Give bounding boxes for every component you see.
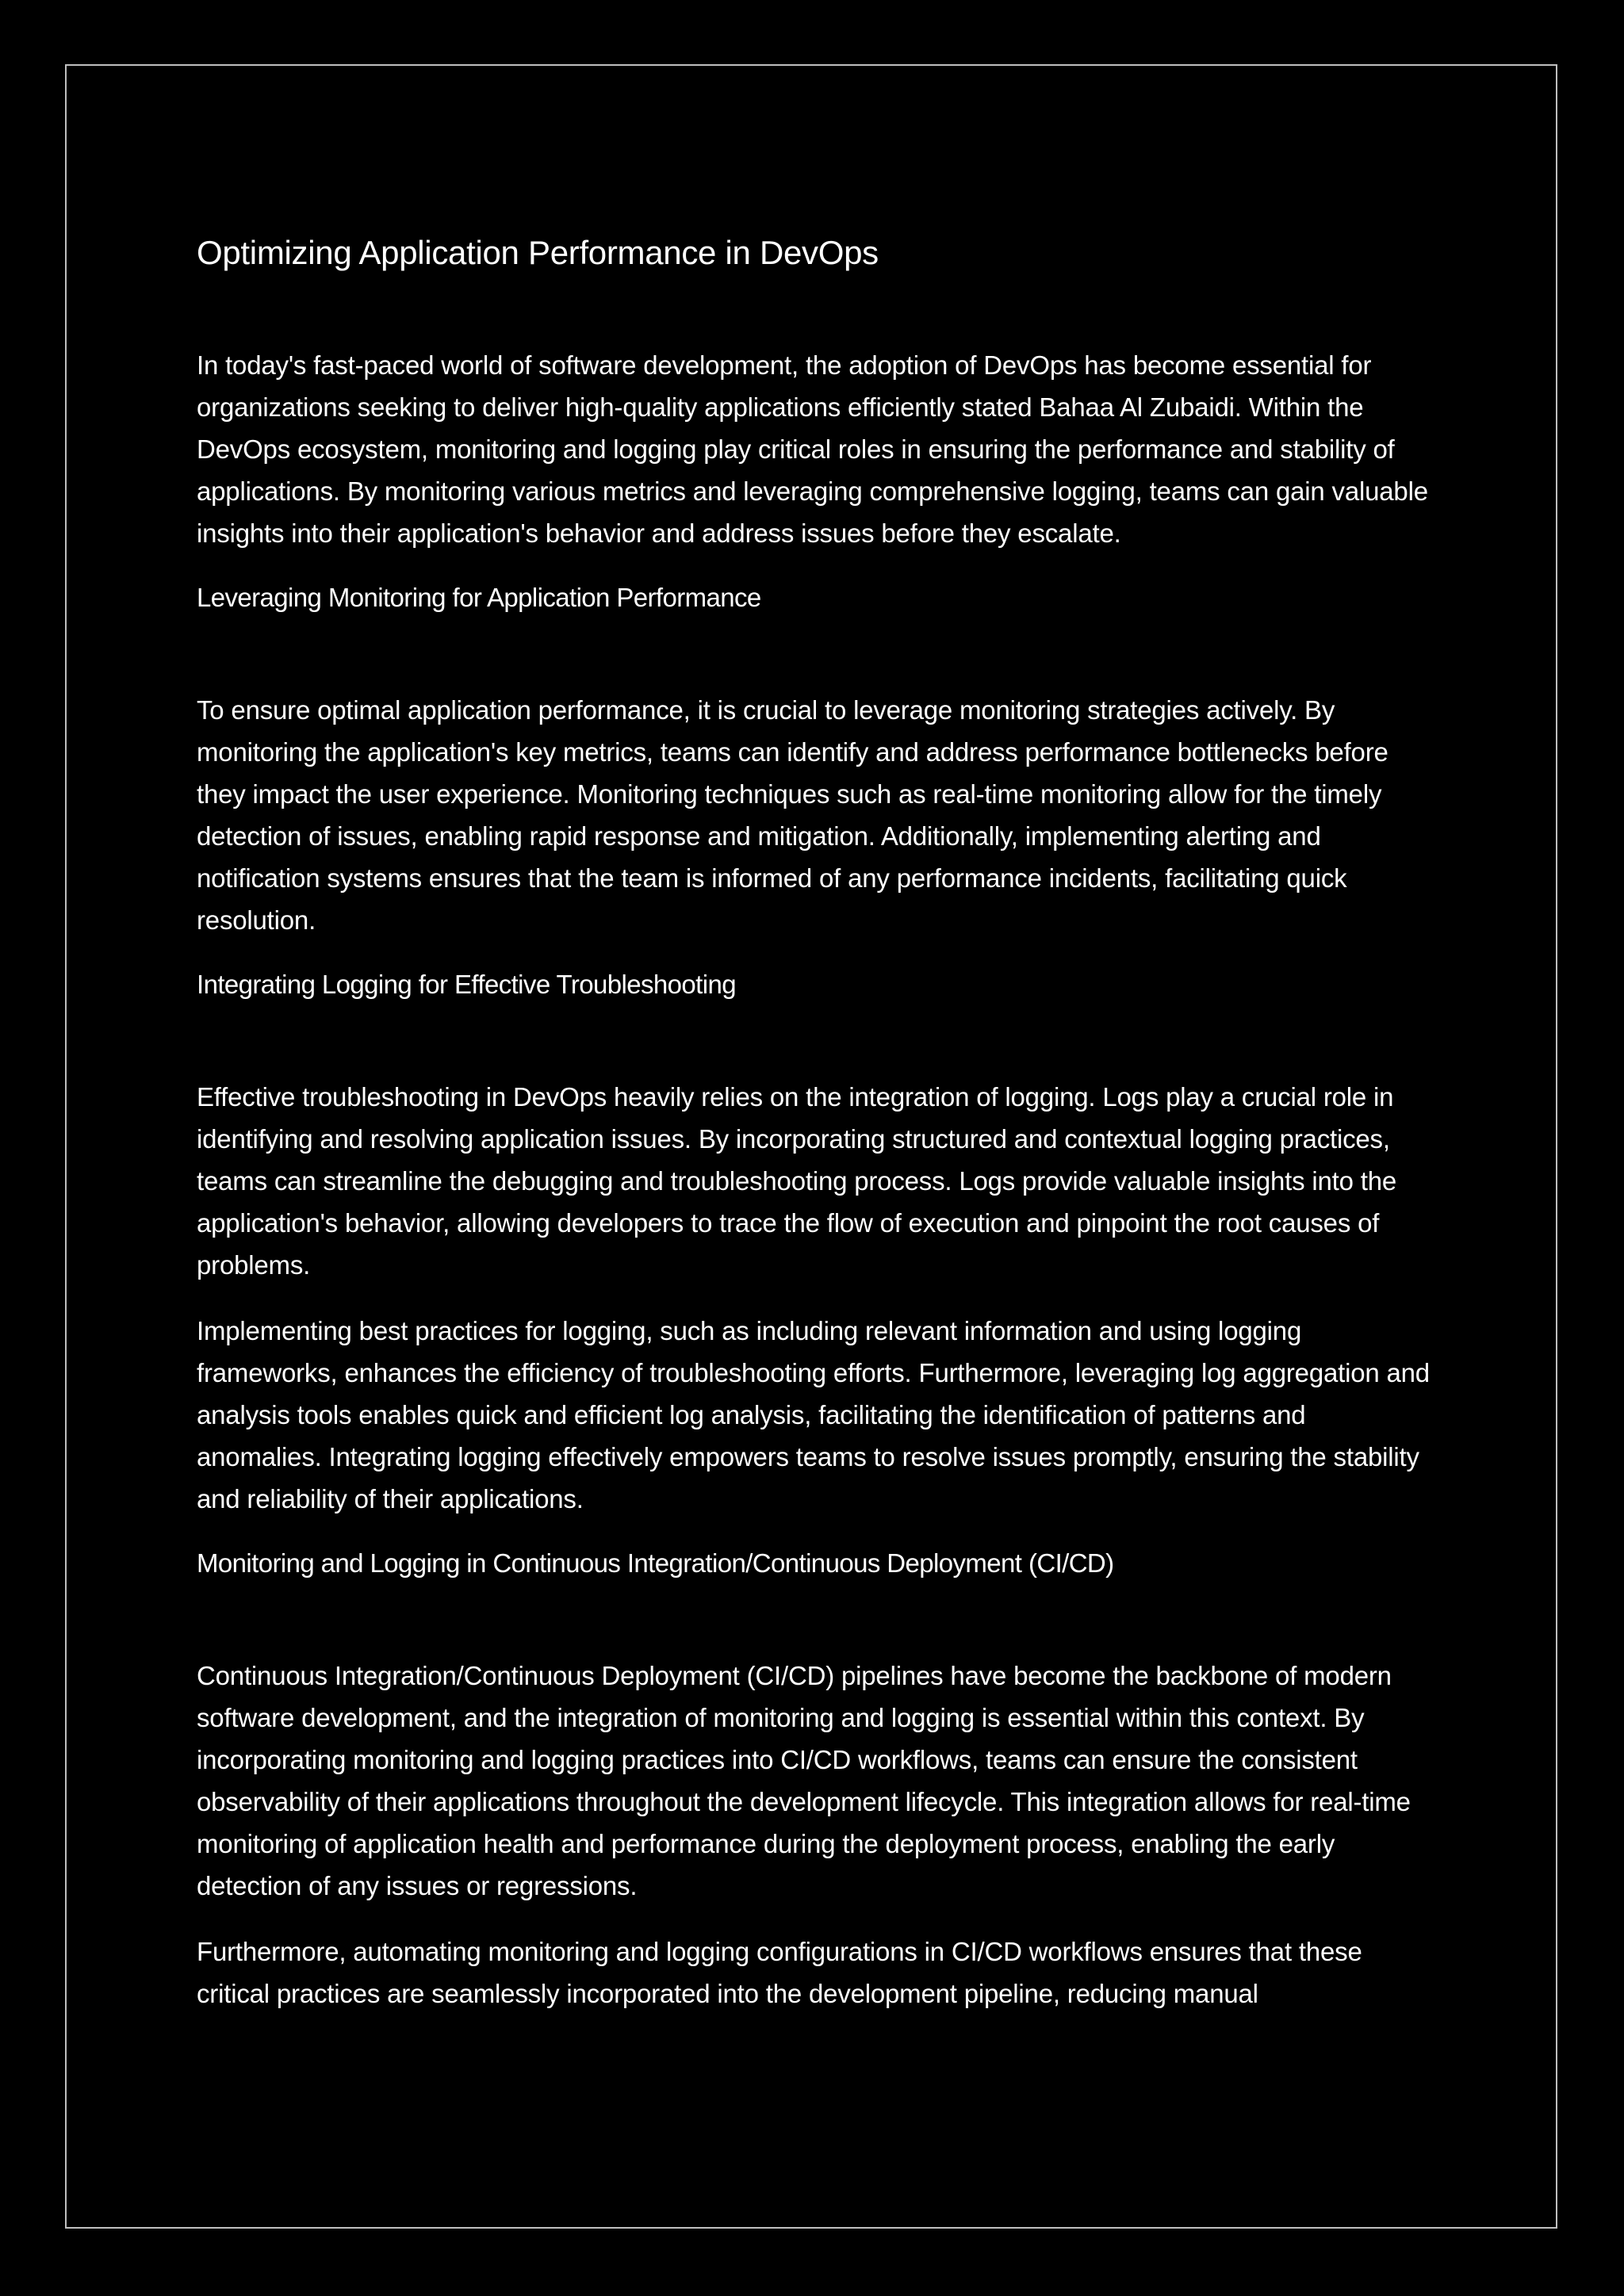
cicd-paragraph-1: Continuous Integration/Continuous Deployment (CI/CD) pipelines have become the backbone of modern software development, and the integration of monitoring and logging is essential within this context. By incorporating monitoring and logging practices into CI/CD workflows, teams can ensure the consistent observability of their applications throughout the development lifecycle. This integration allows for real-time monitoring of application health and performance during the deployment process, enabling the early detection of any issues or regressions. bbox=[197, 1661, 1411, 1900]
logging-paragraph-2: Implementing best practices for logging, such as including relevant information and using logging frameworks, enhances the efficiency of troubleshooting efforts. Furthermore, leveraging log aggregation and analysis tools enables quick and efficient log analysis, facilitating the identification of patterns and anomalies. Integrating logging effectively empowers teams to resolve issues promptly, ensuring the stability and reliability of their applications. bbox=[197, 1316, 1430, 1513]
section-heading-logging: Integrating Logging for Effective Troubleshooting bbox=[197, 970, 736, 999]
logging-paragraph-1: Effective troubleshooting in DevOps heavily relies on the integration of logging. Logs play a crucial role in identifying and resolving application issues. By incorporating structured and contextual logging practices, teams can streamline the debugging and troubleshooting process. Logs provide valuable insights into the application's behavior, allowing developers to trace the flow of execution and pinpoint the root causes of problems. bbox=[197, 1082, 1397, 1280]
cicd-paragraph-2: Furthermore, automating monitoring and logging configurations in CI/CD workflows ensures that these critical practices are seamlessly incorporated into the development pipeline, reducing manual bbox=[197, 1937, 1362, 2008]
section-heading-cicd: Monitoring and Logging in Continuous Integration/Continuous Deployment (CI/CD) bbox=[197, 1548, 1114, 1578]
monitoring-paragraph: To ensure optimal application performance, it is crucial to leverage monitoring strategies actively. By monitoring the application's key metrics, teams can identify and address performance bottlenecks before they impact the user experience. Monitoring techniques such as real-time monitoring allow for the timely detection of issues, enabling rapid response and mitigation. Additionally, implementing alerting and notification systems ensures that the team is informed of any performance incidents, facilitating quick resolution. bbox=[197, 695, 1388, 935]
document-body bbox=[197, 230, 1434, 2038]
section-heading-monitoring: Leveraging Monitoring for Application Performance bbox=[197, 583, 761, 612]
intro-paragraph: In today's fast-paced world of software development, the adoption of DevOps has become essential for organizations seeking to deliver high-quality applications efficiently stated Bahaa Al Zubaidi. Within the DevOps ecosystem, monitoring and logging play critical roles in ensuring the performance and stability of applications. By monitoring various metrics and leveraging comprehensive logging, teams can gain valuable insights into their application's behavior and address issues before they escalate. bbox=[197, 350, 1428, 548]
page-title: Optimizing Application Performance in DevOps bbox=[197, 234, 879, 271]
